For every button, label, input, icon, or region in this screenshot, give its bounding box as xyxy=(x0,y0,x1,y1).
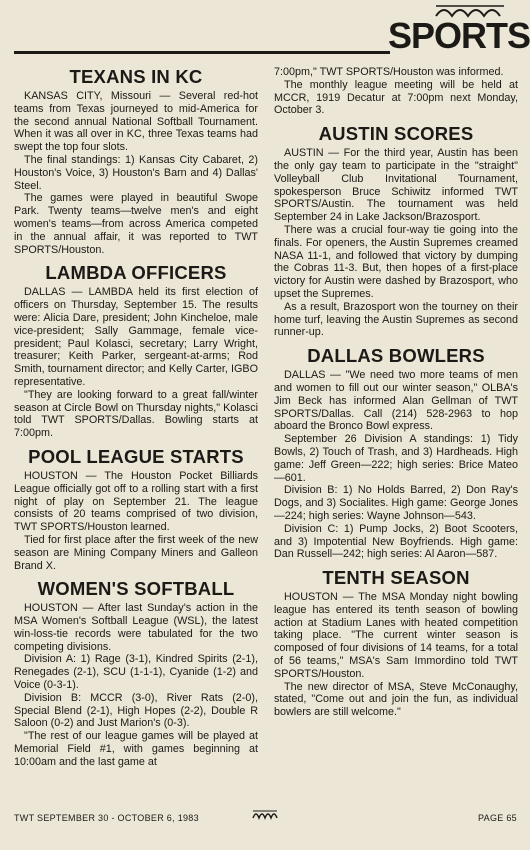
article-paragraph: AUSTIN — For the third year, Austin has been the only gay team to participate in the "straight" Volleyball Club Invitational Tournament, spokesperson Bruce Schiwitz informed TWT SPORTS/Austin. The tournament was held September 24 in Lake Jackson/Brazosport. xyxy=(274,147,518,224)
page-footer xyxy=(0,808,530,832)
article-headline: TENTH SEASON xyxy=(322,567,470,589)
article-paragraph: HOUSTON — After last Sunday's action in the MSA Women's Softball League (WSL), the latest win-loss-tie records were tabulated for the two competing divisions. xyxy=(14,602,258,653)
article-paragraph: Division B: MCCR (3-0), River Rats (2-0), Special Blend (2-1), High Hopes (2-2), Double R Saloon (0-2) and Just Marion's (0-3). xyxy=(14,691,258,730)
left-column xyxy=(14,66,258,769)
article-headline: LAMBDA OFFICERS xyxy=(45,262,227,284)
article-paragraph: As a result, Brazosport won the tourney on their home turf, leaving the Austin Supremes as second runner-up. xyxy=(274,300,518,339)
article-paragraph: HOUSTON — The Houston Pocket Billiards League officially got off to a rolling start with a first night of play on September 21. The league consists of 20 teams comprised of two division, TWT SPORTS/Houston learned. xyxy=(14,469,258,534)
masthead-rule xyxy=(14,51,390,54)
article-dallas-bowlers xyxy=(274,345,518,561)
article-headline: DALLAS BOWLERS xyxy=(307,345,485,367)
article-paragraph: DALLAS — LAMBDA held its first election of officers on Thursday, September 15. The results were: Alicia Dare, president; John Kincheloe, male vice-president; Sally Gammage, female vice-president; Paul Kolasci, secretary; Larry Wright, treasurer; Keith Parker, sergeant-at-arms; Rod Smith, tournament director; and Kelly Carter, IGBO representative. xyxy=(14,286,258,388)
article-paragraph: "They are looking forward to a great fall/winter season at Circle Bowl on Thursday nights," Kolasci told TWT SPORTS/Dallas. Bowling starts at 7:00pm. xyxy=(14,388,258,440)
article-headline: TEXANS IN KC xyxy=(69,66,203,87)
issue-dates: TWT SEPTEMBER 30 - OCTOBER 6, 1983 xyxy=(14,813,199,823)
article-texans-in-kc xyxy=(14,66,258,256)
article-lambda-officers xyxy=(14,262,258,440)
article-womens-softball xyxy=(14,578,258,768)
article-paragraph: HOUSTON — The MSA Monday night bowling league has entered its tenth season of bowling action at Stadium Lanes with heated competition taking place. "The current winter season is composed of four divisions of 14 teams, for a total of 56 teams," MSA's Sam Immordino told TWT SPORTS/Houston. xyxy=(274,591,518,680)
masthead xyxy=(0,0,530,64)
section-title: SPORTS xyxy=(388,15,530,56)
article-paragraph: September 26 Division A standings: 1) Tidy Bowls, 2) Touch of Trash, and 3) Hardheads. High game: Jeff Green—222; high series: Brice Mateo—601. xyxy=(274,433,518,484)
article-paragraph: The new director of MSA, Steve McConaughy, stated, "Come out and join the fun, as individual bowlers are still welcome." xyxy=(274,680,518,719)
article-paragraph: There was a crucial four-way tie going into the finals. For openers, the Austin Supremes creamed NASA 11-1, and followed that victory by dumping the Cobras 11-3. But, then hopes of a first-place victory for Austin were dashed by Brazosport, who upset the Supremes. xyxy=(274,223,518,300)
article-paragraph: 7:00pm," TWT SPORTS/Houston was informed. xyxy=(274,66,504,78)
article-paragraph: The monthly league meeting will be held at MCCR, 1919 Decatur at 7:00pm next Monday, October 3. xyxy=(274,78,518,117)
article-paragraph: KANSAS CITY, Missouri — Several red-hot teams from Texas journeyed to mid-America for the second annual National Softball Tournament. When it was all over in KC, three Texas teams had swept the top four slots. xyxy=(14,90,258,154)
article-paragraph: The final standings: 1) Kansas City Cabaret, 2) Houston's Voice, 3) Houston's Barn and 4) Dallas' Steel. xyxy=(14,153,258,192)
article-paragraph: Division B: 1) No Holds Barred, 2) Don Ray's Dogs, and 3) Socialites. High game: George Jones—224; high series: Wayne Johnson—543. xyxy=(274,484,518,522)
article-paragraph: The games were played in beautiful Swope Park. Twenty teams—twelve men's and eight women's teams—from across America competed in the annual affair, it was reported to TWT SPORTS/Houston. xyxy=(14,192,258,256)
article-austin-scores xyxy=(274,123,518,339)
article-headline: AUSTIN SCORES xyxy=(318,123,474,145)
article-paragraph: "The rest of our league games will be played at Memorial Field #1, with games beginning at 10:00am and the last game at xyxy=(14,730,258,768)
article-paragraph: Division C: 1) Pump Jocks, 2) Boot Scooters, and 3) Impotential New Boyfriends. High game: Dan Russell—242; high series: Al Aaron—587. xyxy=(274,522,518,561)
page-number: PAGE 65 xyxy=(478,813,517,823)
article-headline: WOMEN'S SOFTBALL xyxy=(37,578,235,600)
article-paragraph: Tied for first place after the first week of the new season are Mining Company Miners and Galleon Brand X. xyxy=(14,533,258,572)
article-continuation xyxy=(274,66,518,117)
article-paragraph: DALLAS — "We need two more teams of men and women to fill out our winter season," OLBA's Jim Beck has informed Alan Gellman of TWT SPORTS/Dallas. Call (214) 528-2963 to hop aboard the Bronco Bowl express. xyxy=(274,369,518,433)
article-headline: POOL LEAGUE STARTS xyxy=(28,445,244,467)
article-tenth-season xyxy=(274,567,518,719)
article-pool-league-starts xyxy=(14,446,258,572)
right-column xyxy=(274,66,518,719)
twt-logo-icon xyxy=(252,808,278,820)
article-paragraph: Division A: 1) Rage (3-1), Kindred Spirits (2-1), Renegades (2-1), SCU (1-1-1), Cyanide (1-2) and Voice (0-3-1). xyxy=(14,653,258,692)
